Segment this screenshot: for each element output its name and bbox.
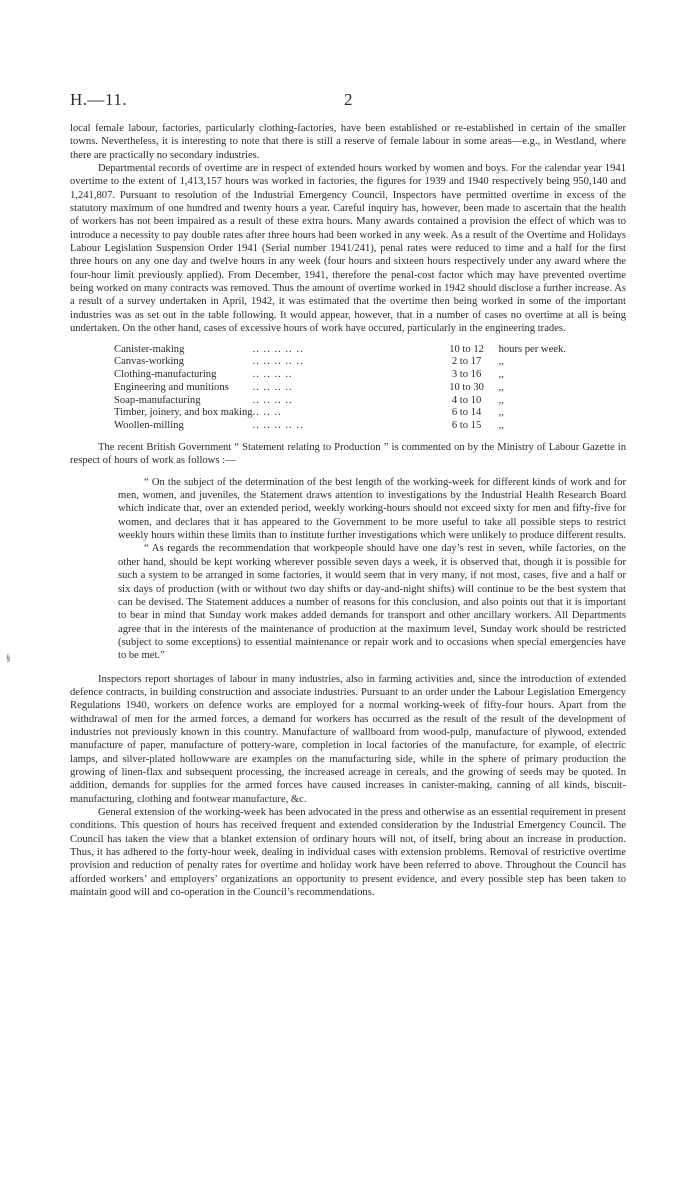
leader-dots: .. .. .. .. ..	[252, 420, 304, 432]
hours-range-cell: 10 to 12	[449, 343, 484, 355]
unit-cell: ,,	[498, 369, 504, 381]
hours-range-cell: 10 to 30	[449, 381, 484, 393]
block-quote	[118, 476, 626, 663]
document-code: H.—11.	[70, 90, 128, 109]
unit-cell: ,,	[498, 394, 504, 406]
quote-paragraph: “ On the subject of the determination of the best length of the working-week for different kinds of work and for men, women, and juveniles, the Statement draws attention to investigations by the Industrial Health Research Board which indicate that, over an extended period, weekly working-hours should not exceed sixty for men and fifty-five for women, and declares that it has appeared to the Government to be more useful to take all possible steps to restrict weekly hours within these limits than to institute further investigations which were unlikely to produce different results.	[118, 476, 626, 542]
hours-range-cell: 2 to 17	[451, 356, 482, 368]
table-row	[114, 407, 566, 420]
industry-cell: Canister-making	[114, 343, 185, 355]
industry-cell: Clothing-manufacturing	[114, 369, 217, 381]
paragraph: General extension of the working-week has been advocated in the press and otherwise as an essential requirement in present conditions. This question of hours has received frequent and extended consideration by the Industrial Emergency Council. The Council has taken the view that a blanket extension of ordinary hours will not, of itself, bring about an increase in production. Thus, it has adhered to the forty-hour week, dealing in individual cases with extension problems. Removal of restrictive overtime provision and reduction of penalty rates for overtime and holiday work have been referred to above. Throughout the Council has afforded workers’ and employers’ organizations an opportunity to present evidence, and every possible step has been taken to maintain good will and co-operation in the Council’s recommendations.	[70, 807, 626, 899]
page-header	[70, 90, 630, 112]
leader-dots: .. .. .. ..	[252, 394, 293, 406]
industry-cell: Canvas-working	[114, 356, 185, 368]
unit-cell: ,,	[498, 356, 504, 368]
unit-cell: ,,	[498, 407, 504, 419]
paragraph: Inspectors report shortages of labour in many industries, also in farming activities and, since the introduction of extended defence contracts, in building construction and associate industries. Pursuant to an order under the Labour Legislation Emergency Regulations 1940, workers on defence works are employed for a normal working-week of fifty-four hours. Apart from the withdrawal of men for the armed forces, a demand for workers has occurred as the result of the result of the development of industries not previously known in this country. Manufacture of wallboard from wood-pulp, manufacture of plywood, extended manufacture of paper, manufacture of pottery-ware, completion in local factories of the manufacture, for example, of electric lamps, and silver-plated hollowware are examples on the manufacturing side, while in the sphere of primary production the growing of linen-flax and subsequent processing, the increased acreage in cereals, and the growing of seeds may be quoted. In addition, demands for supplies for the armed forces have caused increases in canister-making, canning of all kinds, biscuit-manufacturing, clothing and footwear manufacture, &c.	[70, 673, 626, 805]
table-row	[114, 356, 566, 369]
table-row	[114, 395, 566, 408]
leader-dots: .. .. .. .. ..	[252, 343, 304, 355]
table-row	[114, 382, 566, 395]
industry-cell: Soap-manufacturing	[114, 394, 201, 406]
hours-range-cell: 4 to 10	[451, 394, 482, 406]
quote-intro-paragraph: The recent British Government “ Statement relating to Production ” is commented on by the Ministry of Labour Gazette in respect of hours of work as follows :—	[70, 442, 626, 467]
page-number: 2	[344, 90, 353, 109]
body-text	[70, 122, 626, 899]
unit-cell: ,,	[498, 420, 504, 432]
paragraph: Departmental records of overtime are in respect of extended hours worked by women and boys. For the calendar year 1941 overtime to the extent of 1,413,157 hours was worked in factories, the figures for 1939 and 1940 respectively being 950,140 and 1,241,807. Pursuant to resolution of the Industrial Emergency Council, Inspectors have permitted overtime in excess of the statutory maximum of one hundred and twenty hours a year. Careful inquiry has, however, been made to ascertain that the health of workers has not been impaired as a result of these extra hours. Many awards contained a provision the effect of which was to introduce a necessity to pay double rates after three hours had been worked in any week. As a result of the Overtime and Holidays Labour Legislation Suspension Order 1941 (Serial number 1941/241), penal rates were reduced to time and a half for the first three hours on any one day and twelve hours in any week (four hours and sixteen hours respectively under any award where the four-hour limit previously applied). From December, 1941, therefore the penal-cost factor which may have prevented overtime being worked on many contracts was removed. Thus the amount of overtime worked in 1942 should disclose a further increase. As a result of a survey undertaken in April, 1942, it was estimated that the overtime then being worked in some of the important industries was as set out in the table following. It would appear, however, that in a number of cases no overtime at all is being undertaken. On the other hand, cases of excessive hours of work have occured, particularly in the engineering trades.	[70, 163, 626, 335]
industry-cell: Woollen-milling	[114, 420, 184, 432]
leader-dots: .. .. .. ..	[252, 381, 293, 393]
quote-paragraph: “ As regards the recommendation that workpeople should have one day’s rest in seven, while factories, on the other hand, should be kept working wherever possible seven days a week, it is observed that, though it is possible for such a system to be arranged in some factories, it would seem that in very many, if not most, cases, five and a half or six days of production (with or without two day shifts or day-and-night shifts) will continue to be the best system that can be devised. The Statement adduces a number of reasons for this conclusion, and also points out that it is important to bear in mind that Sunday work makes added demands for transport and other ancillary workers. All Departments agree that in the interests of the maintenance of production at the maximum level, Sunday work should be restricted (subject to some exceptions) to essential maintenance or repair work and to occasions when special emergencies have to be met.”	[118, 543, 626, 662]
paragraph: local female labour, factories, particularly clothing-factories, have been established or re-established in certain of the smaller towns. Nevertheless, it is interesting to note that there is still a reserve of female labour in some areas—e.g., in Westland, where there are practically no secondary industries.	[70, 123, 626, 161]
industry-cell: Timber, joinery, and box making	[114, 407, 253, 419]
industry-cell: Engineering and munitions	[114, 381, 229, 393]
unit-cell: hours per week.	[498, 343, 566, 355]
leader-dots: .. .. .. .. ..	[252, 356, 304, 368]
overtime-hours-table	[114, 344, 566, 434]
margin-mark: §	[6, 653, 11, 663]
unit-cell: ,,	[498, 381, 504, 393]
table-row	[114, 420, 566, 433]
hours-range-cell: 6 to 15	[451, 420, 482, 432]
table-row	[114, 369, 566, 382]
hours-range-cell: 3 to 16	[451, 369, 482, 381]
table-row	[114, 344, 566, 357]
hours-range-cell: 6 to 14	[451, 407, 482, 419]
leader-dots: .. .. ..	[252, 407, 282, 419]
leader-dots: .. .. .. ..	[252, 369, 293, 381]
